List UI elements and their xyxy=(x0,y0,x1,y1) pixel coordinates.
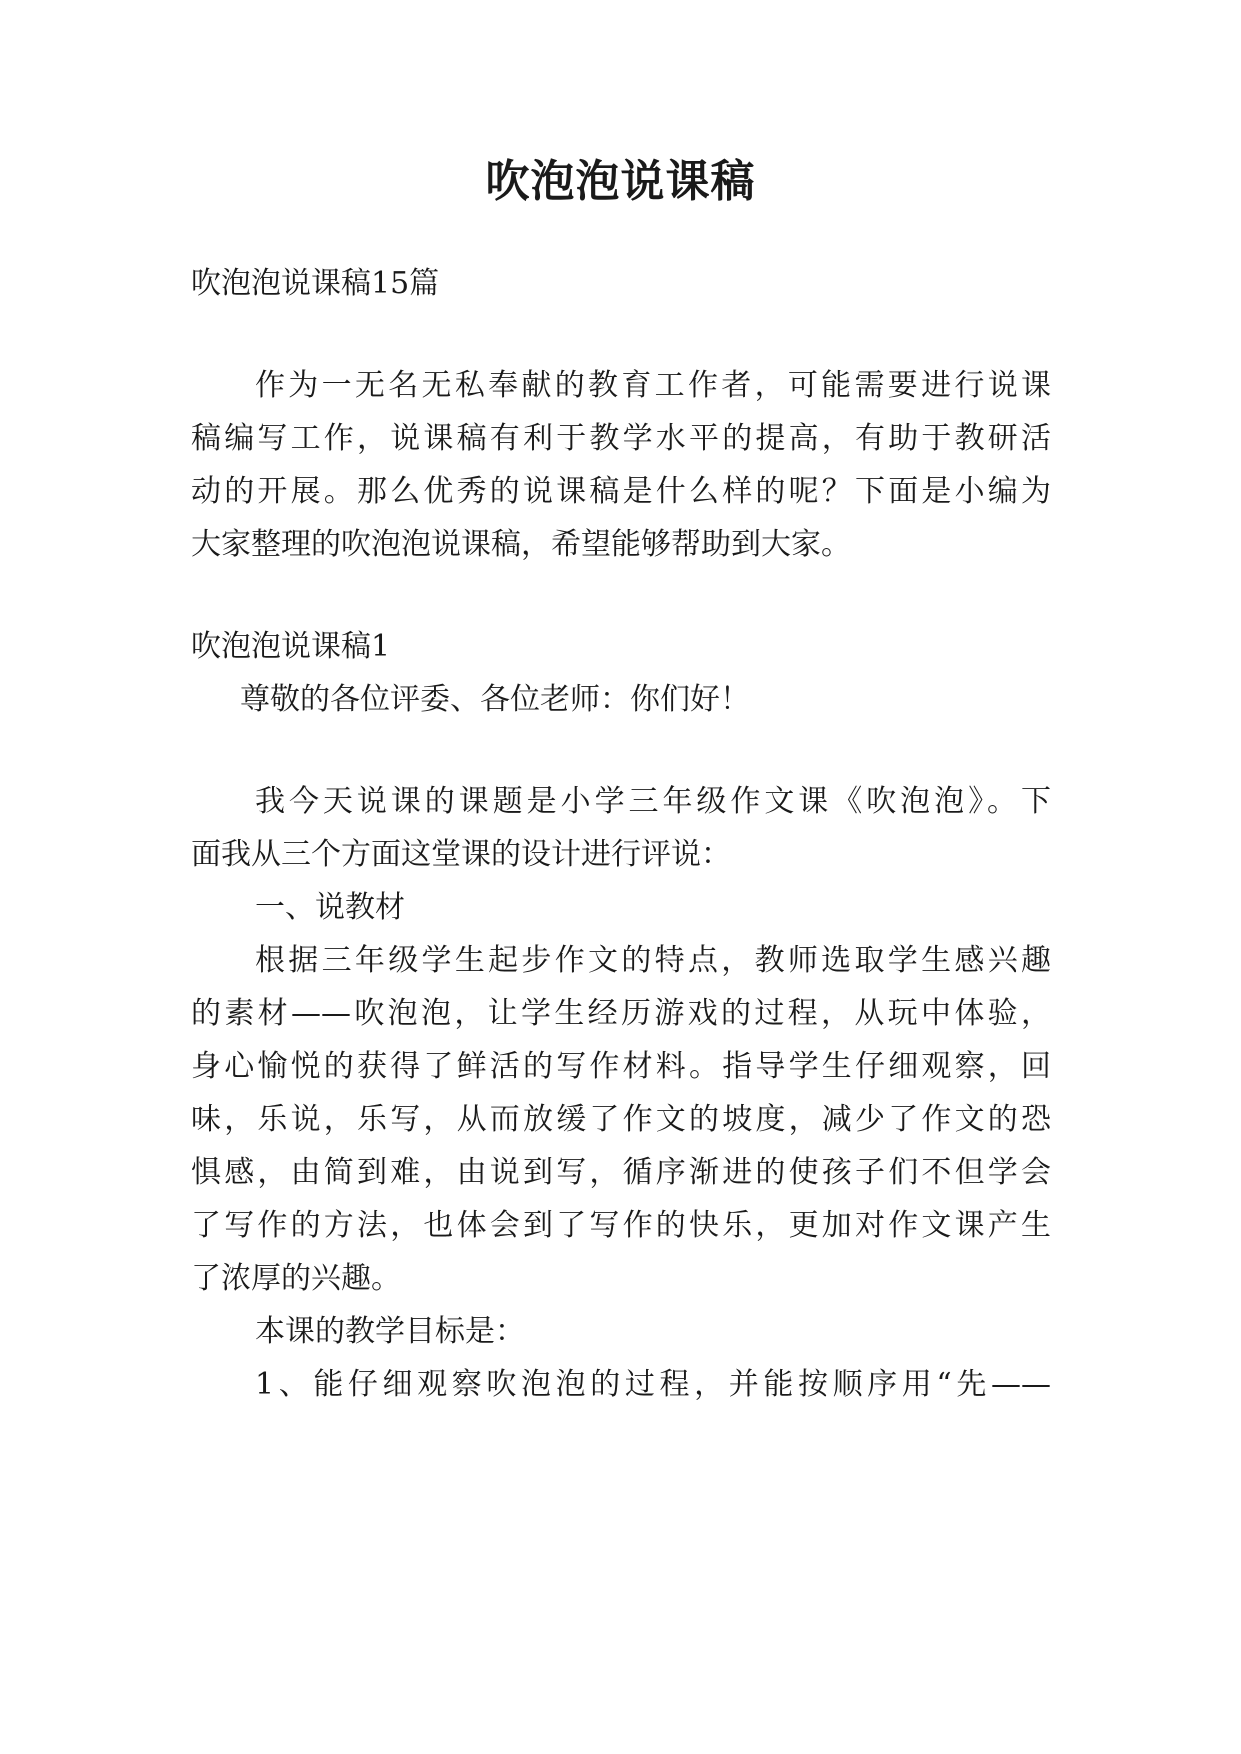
para1-line-1: 我今天说课的课题是小学三年级作文课《吹泡泡》。下 xyxy=(255,784,1051,819)
intro-line-3: 动的开展。那么优秀的说课稿是什么样的呢？下面是小编为 xyxy=(191,474,1051,509)
para2-line-7: 了浓厚的兴趣。 xyxy=(191,1261,401,1296)
document-subtitle: 吹泡泡说课稿15篇 xyxy=(191,266,440,301)
intro-line-2: 稿编写工作，说课稿有利于教学水平的提高，有助于教研活 xyxy=(191,421,1051,456)
intro-line-4: 大家整理的吹泡泡说课稿，希望能够帮助到大家。 xyxy=(191,527,851,562)
goals-heading: 本课的教学目标是： xyxy=(255,1314,525,1349)
para2-line-6: 了写作的方法，也体会到了写作的快乐，更加对作文课产生 xyxy=(191,1208,1051,1243)
para2-line-1: 根据三年级学生起步作文的特点，教师选取学生感兴趣 xyxy=(255,943,1051,978)
para2-line-3: 身心愉悦的获得了鲜活的写作材料。指导学生仔细观察，回 xyxy=(191,1049,1051,1084)
para2-line-2: 的素材——吹泡泡，让学生经历游戏的过程，从玩中体验， xyxy=(191,996,1051,1031)
para1-line-2: 面我从三个方面这堂课的设计进行评说： xyxy=(191,837,731,872)
page-title: 吹泡泡说课稿 xyxy=(485,156,756,207)
greeting: 尊敬的各位评委、各位老师：你们好！ xyxy=(240,682,750,717)
part-heading: 一、说教材 xyxy=(255,890,405,925)
goal-1-line: 1、能仔细观察吹泡泡的过程，并能按顺序用“先—— xyxy=(255,1367,1051,1402)
para2-line-5: 惧感，由简到难，由说到写，循序渐进的使孩子们不但学会 xyxy=(191,1155,1051,1190)
para2-line-4: 味，乐说，乐写，从而放缓了作文的坡度，减少了作文的恐 xyxy=(191,1102,1051,1137)
intro-line-1: 作为一无名无私奉献的教育工作者，可能需要进行说课 xyxy=(255,368,1051,403)
section-heading: 吹泡泡说课稿1 xyxy=(191,629,391,664)
